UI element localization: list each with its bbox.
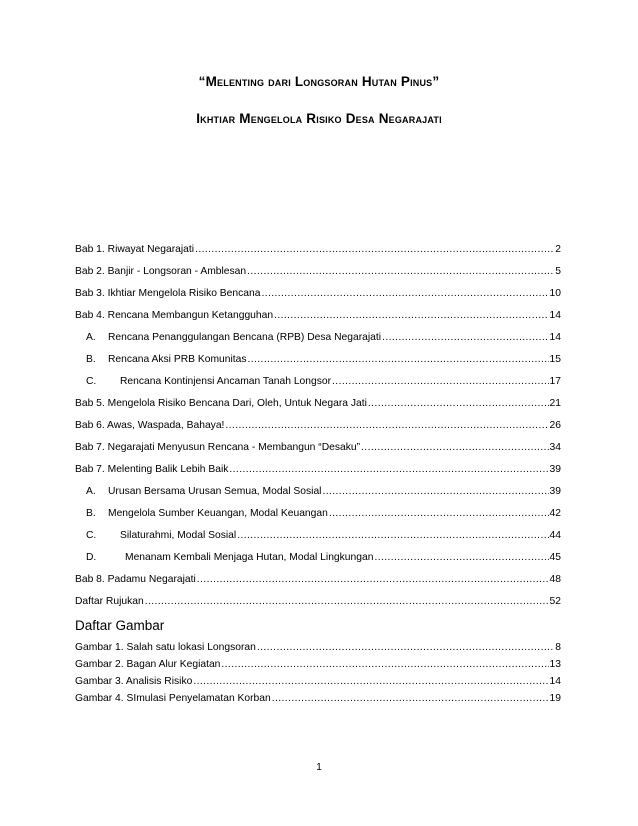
toc-entry-page: 5 — [555, 266, 561, 277]
toc-entry[interactable] — [75, 308, 561, 322]
figure-entry-label: Gambar 1. Salah satu lokasi Longsoran — [75, 642, 256, 653]
figure-entry-page: 8 — [555, 642, 561, 653]
dot-leader — [272, 693, 549, 705]
toc-subentry-label: Silaturahmi, Modal Sosial — [120, 530, 237, 541]
toc-entry[interactable] — [75, 242, 561, 256]
figure-entry-page: 13 — [549, 659, 561, 670]
dot-leader — [329, 508, 549, 520]
toc-subentry-page: 15 — [549, 354, 561, 365]
dot-leader — [374, 552, 548, 564]
toc-subentry[interactable] — [75, 352, 561, 366]
toc-subentry-letter: D. — [86, 552, 97, 563]
toc-entry-page: 48 — [549, 574, 561, 585]
toc-entry-label: Bab 7. Negarajati Menyusun Rencana - Membangun “Desaku” — [75, 442, 361, 453]
toc-subentry-label: Rencana Penanggulangan Bencana (RPB) Desa Negarajati — [108, 332, 382, 343]
toc-subentry-label: Menanam Kembali Menjaga Hutan, Modal Lingkungan — [125, 552, 374, 563]
toc-subentry-letter: C. — [86, 530, 97, 541]
figure-entry[interactable] — [75, 657, 561, 671]
toc-subentry-letter: C. — [86, 376, 97, 387]
page-number: 1 — [316, 762, 322, 773]
toc-entry[interactable] — [75, 396, 561, 410]
figure-entry[interactable] — [75, 674, 561, 688]
toc-entry-page: 21 — [549, 398, 561, 409]
dot-leader — [193, 676, 548, 688]
dot-leader — [382, 332, 548, 344]
toc-entry-label: Bab 6. Awas, Waspada, Bahaya! — [75, 420, 225, 431]
dot-leader — [322, 486, 548, 498]
dot-leader — [261, 288, 548, 300]
dot-leader — [145, 596, 549, 608]
toc-entry[interactable] — [75, 286, 561, 300]
figure-entry-label: Gambar 4. SImulasi Penyelamatan Korban — [75, 693, 271, 704]
toc-entry-label: Bab 2. Banjir - Longsoran - Amblesan — [75, 266, 247, 277]
dot-leader — [274, 310, 548, 322]
toc-entry-label: Daftar Rujukan — [75, 596, 144, 607]
toc-entry[interactable] — [75, 264, 561, 278]
toc-entry[interactable] — [75, 440, 561, 454]
document-title-line-2: Ikhtiar Mengelola Risiko Desa Negarajati — [196, 111, 442, 126]
toc-entry-page: 26 — [549, 420, 561, 431]
figure-entry-page: 14 — [549, 676, 561, 687]
figure-entry[interactable] — [75, 691, 561, 705]
dot-leader — [247, 266, 554, 278]
toc-entry-label: Bab 4. Rencana Membangun Ketangguhan — [75, 310, 274, 321]
toc-entry[interactable] — [75, 418, 561, 432]
dot-leader — [225, 420, 548, 432]
dot-leader — [368, 398, 549, 410]
toc-entry-label: Bab 7. Melenting Balik Lebih Baik — [75, 464, 229, 475]
toc-subentry[interactable] — [75, 484, 561, 498]
dot-leader — [229, 464, 548, 476]
figures-list-heading: Daftar Gambar — [75, 618, 165, 633]
toc-entry[interactable] — [75, 462, 561, 476]
dot-leader — [195, 244, 554, 256]
document-title-line-1: “Melenting dari Longsoran Hutan Pinus” — [198, 74, 440, 89]
dot-leader — [332, 376, 548, 388]
dot-leader — [237, 530, 548, 542]
toc-subentry-page: 17 — [549, 376, 561, 387]
dot-leader — [197, 574, 549, 586]
toc-subentry-letter: A. — [86, 486, 96, 497]
toc-entry-label: Bab 3. Ikhtiar Mengelola Risiko Bencana — [75, 288, 261, 299]
toc-subentry-label: Rencana Aksi PRB Komunitas — [108, 354, 247, 365]
toc-entry-label: Bab 8. Padamu Negarajati — [75, 574, 196, 585]
toc-subentry-letter: A. — [86, 332, 96, 343]
toc-entry-page: 10 — [549, 288, 561, 299]
toc-entry-label: Bab 5. Mengelola Risiko Bencana Dari, Oleh, Untuk Negara Jati — [75, 398, 367, 409]
figure-entry-page: 19 — [549, 693, 561, 704]
toc-subentry-letter: B. — [86, 508, 96, 519]
toc-entry-page: 39 — [549, 464, 561, 475]
toc-entry[interactable] — [75, 594, 561, 608]
figure-entry[interactable] — [75, 640, 561, 654]
toc-subentry-label: Urusan Bersama Urusan Semua, Modal Sosial — [108, 486, 322, 497]
toc-entry-page: 2 — [555, 244, 561, 255]
figure-entry-label: Gambar 2. Bagan Alur Kegiatan — [75, 659, 221, 670]
figure-entry-label: Gambar 3. Analisis Risiko — [75, 676, 193, 687]
toc-entry[interactable] — [75, 572, 561, 586]
toc-entry-page: 52 — [549, 596, 561, 607]
toc-subentry[interactable] — [75, 528, 561, 542]
toc-subentry-page: 14 — [549, 332, 561, 343]
toc-subentry[interactable] — [75, 550, 561, 564]
toc-subentry-page: 39 — [549, 486, 561, 497]
toc-subentry[interactable] — [75, 506, 561, 520]
dot-leader — [248, 354, 549, 366]
toc-entry-page: 14 — [549, 310, 561, 321]
toc-entry-label: Bab 1. Riwayat Negarajati — [75, 244, 195, 255]
dot-leader — [221, 659, 548, 671]
toc-subentry-letter: B. — [86, 354, 96, 365]
toc-entry-page: 34 — [549, 442, 561, 453]
toc-subentry[interactable] — [75, 330, 561, 344]
dot-leader — [361, 442, 548, 454]
toc-subentry-label: Rencana Kontinjensi Ancaman Tanah Longsor — [120, 376, 332, 387]
toc-subentry[interactable] — [75, 374, 561, 388]
dot-leader — [257, 642, 554, 654]
toc-subentry-label: Mengelola Sumber Keuangan, Modal Keuangan — [108, 508, 328, 519]
toc-subentry-page: 44 — [549, 530, 561, 541]
toc-subentry-page: 45 — [549, 552, 561, 563]
toc-subentry-page: 42 — [549, 508, 561, 519]
